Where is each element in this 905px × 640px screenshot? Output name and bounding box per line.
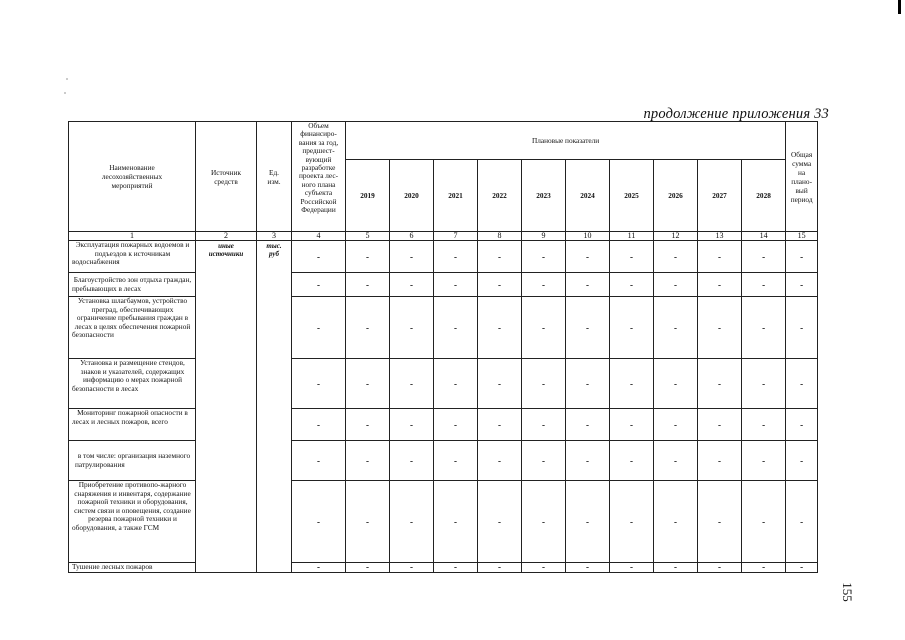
value-cell: - xyxy=(786,481,818,563)
header-name: Наименование лесохозяйственных мероприятий xyxy=(69,122,196,232)
value-cell: - xyxy=(698,441,742,481)
value-cell: - xyxy=(786,409,818,441)
value-cell: - xyxy=(610,359,654,409)
value-cell: - xyxy=(478,409,522,441)
value-cell: - xyxy=(698,297,742,359)
scan-edge-mark xyxy=(898,0,901,14)
measure-name: в том числе: организация наземного патрулирования xyxy=(69,441,196,481)
value-cell: - xyxy=(292,481,346,563)
year-2023: 2023 xyxy=(522,160,566,232)
value-cell: - xyxy=(292,359,346,409)
column-number-row xyxy=(69,232,818,241)
measure-name: Эксплуатация пожарных водоемов и подъездов к источникам водоснабжения xyxy=(69,241,196,273)
header-unit: Ед. изм. xyxy=(257,122,292,232)
value-cell: - xyxy=(478,241,522,273)
value-cell: - xyxy=(786,273,818,297)
value-cell: - xyxy=(566,409,610,441)
column-number: 1 xyxy=(69,232,196,241)
scan-speck xyxy=(64,92,66,94)
column-number: 3 xyxy=(257,232,292,241)
value-cell: - xyxy=(698,273,742,297)
table-row xyxy=(69,297,818,359)
value-cell: - xyxy=(654,273,698,297)
value-cell: - xyxy=(654,441,698,481)
year-2020: 2020 xyxy=(390,160,434,232)
value-cell: - xyxy=(742,481,786,563)
value-cell: - xyxy=(390,441,434,481)
table-row xyxy=(69,409,818,441)
value-cell: - xyxy=(610,441,654,481)
value-cell: - xyxy=(522,481,566,563)
column-number: 10 xyxy=(566,232,610,241)
column-number: 4 xyxy=(292,232,346,241)
value-cell: - xyxy=(346,241,390,273)
measure-name: Благоустройство зон отдыха граждан, пребывающих в лесах xyxy=(69,273,196,297)
value-cell: - xyxy=(786,359,818,409)
value-cell: - xyxy=(346,359,390,409)
value-cell: - xyxy=(742,563,786,573)
value-cell: - xyxy=(522,441,566,481)
table-row xyxy=(69,481,818,563)
value-cell: - xyxy=(698,241,742,273)
value-cell: - xyxy=(478,273,522,297)
value-cell: - xyxy=(786,563,818,573)
year-2024: 2024 xyxy=(566,160,610,232)
value-cell: - xyxy=(610,481,654,563)
column-number: 11 xyxy=(610,232,654,241)
column-number: 15 xyxy=(786,232,818,241)
unit-of-measure: тыс. руб xyxy=(257,241,292,573)
value-cell: - xyxy=(742,241,786,273)
value-cell: - xyxy=(566,481,610,563)
value-cell: - xyxy=(390,563,434,573)
measure-name: Тушение лесных пожаров xyxy=(69,563,196,573)
column-number: 9 xyxy=(522,232,566,241)
value-cell: - xyxy=(390,297,434,359)
value-cell: - xyxy=(654,563,698,573)
value-cell: - xyxy=(478,481,522,563)
value-cell: - xyxy=(434,409,478,441)
value-cell: - xyxy=(698,409,742,441)
value-cell: - xyxy=(478,297,522,359)
year-2027: 2027 xyxy=(698,160,742,232)
value-cell: - xyxy=(566,297,610,359)
measure-name: Установка шлагбаумов, устройство преград, обеспечивающих ограничение пребывания граждан в лесах в целях обеспечения пожарной безопасности xyxy=(69,297,196,359)
value-cell: - xyxy=(742,359,786,409)
value-cell: - xyxy=(292,441,346,481)
column-number: 13 xyxy=(698,232,742,241)
value-cell: - xyxy=(654,297,698,359)
year-2019: 2019 xyxy=(346,160,390,232)
value-cell: - xyxy=(742,441,786,481)
table-caption: продолжение приложения 33 xyxy=(643,106,829,122)
value-cell: - xyxy=(654,359,698,409)
value-cell: - xyxy=(786,241,818,273)
year-2025: 2025 xyxy=(610,160,654,232)
header-total: Общая сумма на плано-вый период xyxy=(786,122,818,232)
value-cell: - xyxy=(346,481,390,563)
value-cell: - xyxy=(478,563,522,573)
value-cell: - xyxy=(786,297,818,359)
column-number: 12 xyxy=(654,232,698,241)
column-number: 5 xyxy=(346,232,390,241)
table-row xyxy=(69,359,818,409)
value-cell: - xyxy=(390,359,434,409)
value-cell: - xyxy=(434,273,478,297)
value-cell: - xyxy=(390,481,434,563)
value-cell: - xyxy=(610,297,654,359)
column-number: 6 xyxy=(390,232,434,241)
table-row xyxy=(69,241,818,273)
value-cell: - xyxy=(654,409,698,441)
value-cell: - xyxy=(566,563,610,573)
table-row xyxy=(69,563,818,573)
year-2022: 2022 xyxy=(478,160,522,232)
value-cell: - xyxy=(292,409,346,441)
year-2021: 2021 xyxy=(434,160,478,232)
value-cell: - xyxy=(434,297,478,359)
scan-speck xyxy=(66,78,68,80)
value-cell: - xyxy=(434,441,478,481)
measure-name: Установка и размещение стендов, знаков и указателей, содержащих информацию о мерах пожарной безопасности в лесах xyxy=(69,359,196,409)
value-cell: - xyxy=(522,409,566,441)
value-cell: - xyxy=(610,241,654,273)
value-cell: - xyxy=(566,441,610,481)
value-cell: - xyxy=(434,481,478,563)
value-cell: - xyxy=(434,563,478,573)
page-number: 155 xyxy=(840,582,855,602)
value-cell: - xyxy=(566,241,610,273)
value-cell: - xyxy=(346,441,390,481)
value-cell: - xyxy=(522,241,566,273)
year-2026: 2026 xyxy=(654,160,698,232)
value-cell: - xyxy=(566,273,610,297)
value-cell: - xyxy=(698,563,742,573)
header-row xyxy=(69,122,818,160)
column-number: 7 xyxy=(434,232,478,241)
value-cell: - xyxy=(390,273,434,297)
header-source: Источник средств xyxy=(196,122,257,232)
value-cell: - xyxy=(698,359,742,409)
value-cell: - xyxy=(654,241,698,273)
value-cell: - xyxy=(610,563,654,573)
value-cell: - xyxy=(478,359,522,409)
value-cell: - xyxy=(566,359,610,409)
forest-fire-measures-table xyxy=(68,121,818,573)
value-cell: - xyxy=(522,359,566,409)
year-2028: 2028 xyxy=(742,160,786,232)
value-cell: - xyxy=(346,273,390,297)
value-cell: - xyxy=(742,409,786,441)
measure-name: Приобретение противопо-жарного снаряжения и инвентаря, содержание пожарной техники и оборудования, систем связи и оповещения, создание резерва пожарной техники и оборудования, а также ГСМ xyxy=(69,481,196,563)
column-number: 2 xyxy=(196,232,257,241)
value-cell: - xyxy=(522,297,566,359)
header-volume: Объем финансиро-вания за год, предшест-вующий разработке проекта лес-ного плана субъекта Российской Федерации xyxy=(292,122,346,232)
value-cell: - xyxy=(434,241,478,273)
value-cell: - xyxy=(292,297,346,359)
value-cell: - xyxy=(742,297,786,359)
header-planned: Плановые показатели xyxy=(346,122,786,160)
value-cell: - xyxy=(698,481,742,563)
measure-name: Мониторинг пожарной опасности в лесах и лесных пожаров, всего xyxy=(69,409,196,441)
value-cell: - xyxy=(522,563,566,573)
column-number: 14 xyxy=(742,232,786,241)
value-cell: - xyxy=(292,241,346,273)
value-cell: - xyxy=(346,563,390,573)
value-cell: - xyxy=(654,481,698,563)
value-cell: - xyxy=(292,563,346,573)
table-row xyxy=(69,273,818,297)
table-row xyxy=(69,441,818,481)
value-cell: - xyxy=(478,441,522,481)
value-cell: - xyxy=(786,441,818,481)
value-cell: - xyxy=(292,273,346,297)
value-cell: - xyxy=(390,241,434,273)
value-cell: - xyxy=(610,273,654,297)
value-cell: - xyxy=(742,273,786,297)
value-cell: - xyxy=(346,409,390,441)
value-cell: - xyxy=(390,409,434,441)
value-cell: - xyxy=(522,273,566,297)
funding-source: иные источники xyxy=(196,241,257,573)
value-cell: - xyxy=(346,297,390,359)
column-number: 8 xyxy=(478,232,522,241)
value-cell: - xyxy=(610,409,654,441)
value-cell: - xyxy=(434,359,478,409)
